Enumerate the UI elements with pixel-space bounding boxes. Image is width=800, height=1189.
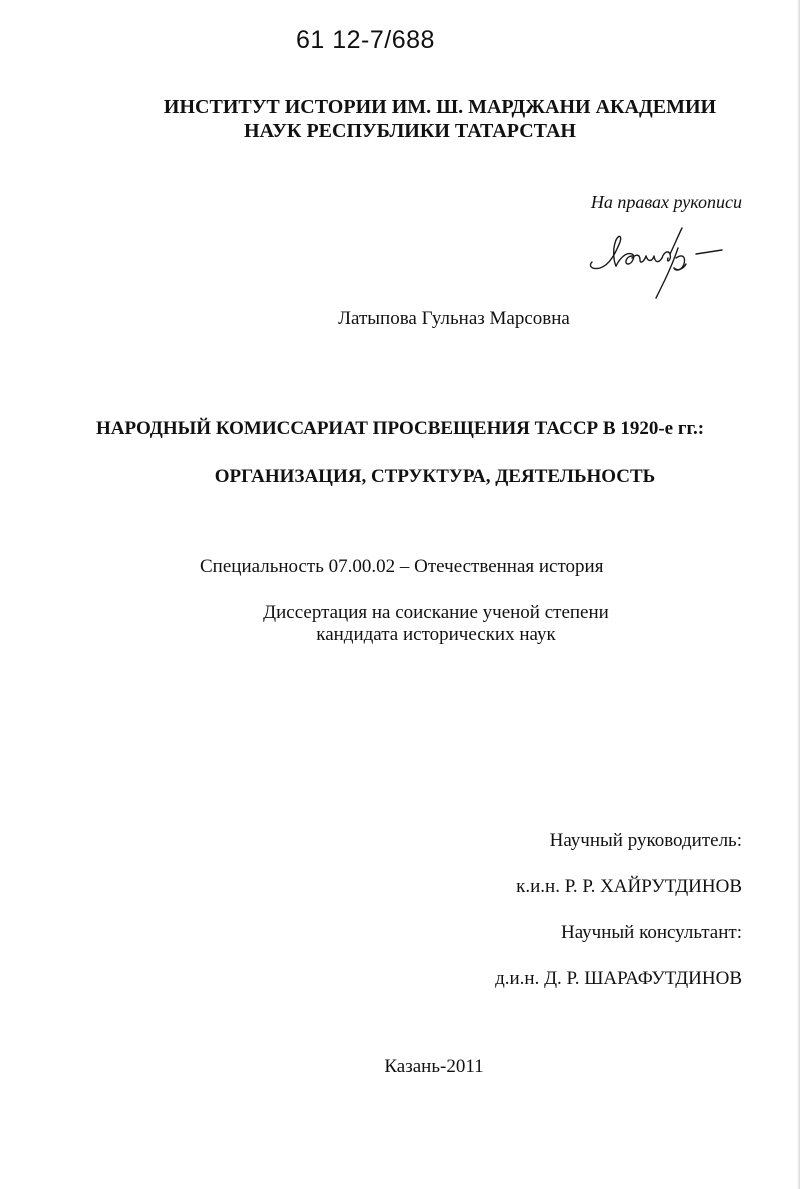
institute-name-line-2: НАУК РЕСПУБЛИКИ ТАТАРСТАН: [244, 120, 576, 142]
author-name: Латыпова Гульназ Марсовна: [338, 308, 570, 329]
manuscript-rights-note: На правах рукописи: [590, 192, 742, 212]
archive-reference-code: 61 12-7/688: [296, 26, 435, 54]
dissertation-title-line-2: ОРГАНИЗАЦИЯ, СТРУКТУРА, ДЕЯТЕЛЬНОСТЬ: [214, 466, 656, 487]
degree-statement-line-1: Диссертация на соискание ученой степени: [263, 602, 609, 623]
supervisor-label: Научный руководитель:: [549, 830, 742, 851]
supervisor-name: к.и.н. Р. Р. ХАЙРУТДИНОВ: [516, 876, 742, 897]
consultant-name: д.и.н. Д. Р. ШАРАФУТДИНОВ: [495, 968, 742, 989]
degree-statement-line-2: кандидата исторических наук: [316, 624, 556, 645]
handwritten-signature: [586, 218, 736, 308]
city-year: Казань-2011: [384, 1056, 484, 1077]
dissertation-title-line-1: НАРОДНЫЙ КОМИССАРИАТ ПРОСВЕЩЕНИЯ ТАССР В 1920-е гг.:: [95, 418, 705, 439]
specialty-line: Специальность 07.00.02 – Отечественная история: [200, 556, 604, 577]
consultant-label: Научный консультант:: [560, 922, 742, 943]
institute-name-line-1: ИНСТИТУТ ИСТОРИИ ИМ. Ш. МАРДЖАНИ АКАДЕМИИ: [163, 96, 717, 118]
